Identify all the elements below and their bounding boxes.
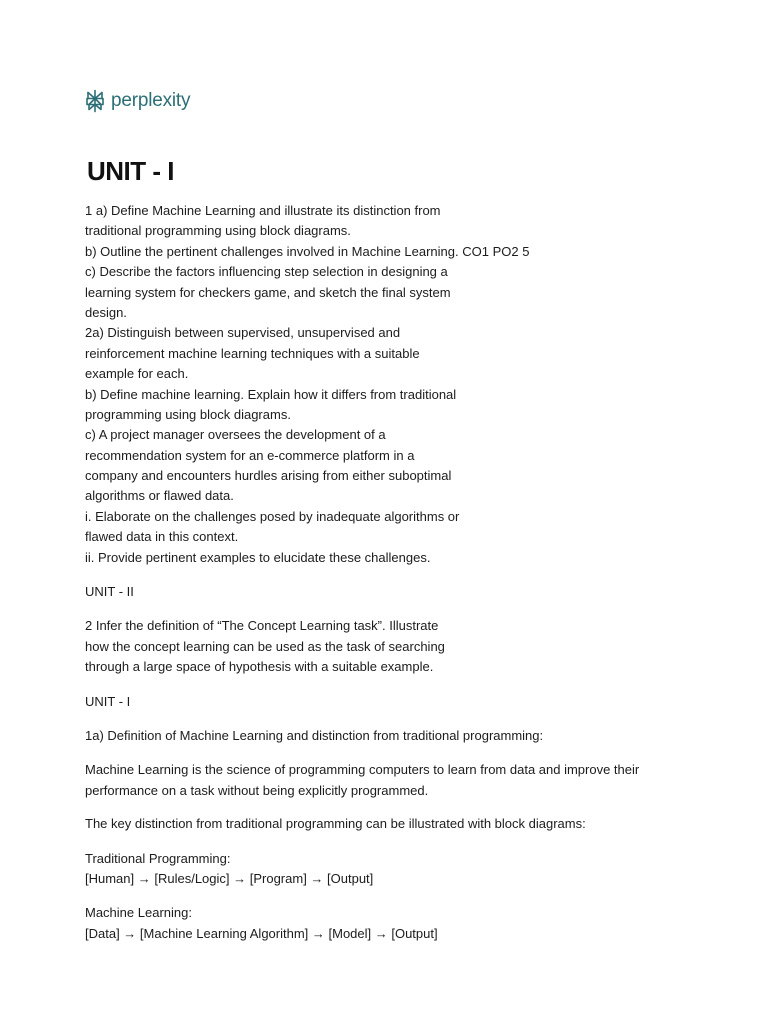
question-line: c) Describe the factors influencing step selection in designing a <box>85 264 448 280</box>
question-line: reinforcement machine learning techniques with a suitable <box>85 345 420 361</box>
perplexity-logo <box>85 89 190 113</box>
question-line: programming using block diagrams. <box>85 406 291 422</box>
definition-line: performance on a task without being explicitly programmed. <box>85 782 429 798</box>
distinction-intro: The key distinction from traditional programming can be illustrated with block diagrams: <box>85 816 586 832</box>
question-line: algorithms or flawed data. <box>85 488 234 504</box>
machine-learning-label: Machine Learning: <box>85 905 192 921</box>
question-line: i. Elaborate on the challenges posed by inadequate algorithms or <box>85 508 460 524</box>
answer-unit-heading: UNIT - I <box>85 693 131 709</box>
question-line: design. <box>85 304 127 320</box>
question-line: b) Define machine learning. Explain how it differs from traditional <box>85 386 457 402</box>
question-line: how the concept learning can be used as the task of searching <box>85 638 445 654</box>
question-line: b) Outline the pertinent challenges involved in Machine Learning. CO1 PO2 5 <box>85 243 530 259</box>
perplexity-wordmark: perplexity <box>111 90 191 111</box>
machine-learning-flow: [Data] → [Machine Learning Algorithm] → [Model] → [Output] <box>85 925 438 941</box>
unit-2-heading: UNIT - II <box>85 584 134 600</box>
traditional-programming-diagram <box>85 849 705 890</box>
perplexity-logo-icon <box>85 89 105 113</box>
definition-line: Machine Learning is the science of programming computers to learn from data and improve their <box>85 762 640 778</box>
question-line: learning system for checkers game, and sketch the final system <box>85 284 451 300</box>
question-line: 2 Infer the definition of “The Concept Learning task”. Illustrate <box>85 618 439 634</box>
machine-learning-diagram <box>85 903 705 944</box>
page-title: UNIT - I <box>87 156 174 186</box>
question-line: flawed data in this context. <box>85 529 239 545</box>
traditional-programming-flow: [Human] → [Rules/Logic] → [Program] → [Output] <box>85 870 374 886</box>
traditional-programming-label: Traditional Programming: <box>85 850 231 866</box>
question-line: 2a) Distinguish between supervised, unsupervised and <box>85 325 401 341</box>
question-line: traditional programming using block diagrams. <box>85 223 351 239</box>
ml-definition <box>85 760 705 801</box>
question-line: through a large space of hypothesis with a suitable example. <box>85 659 434 675</box>
question-line: example for each. <box>85 366 189 382</box>
question-line: recommendation system for an e-commerce platform in a <box>85 447 415 463</box>
unit-2-question <box>85 616 705 677</box>
question-line: 1 a) Define Machine Learning and illustrate its distinction from <box>85 203 441 218</box>
question-line: company and encounters hurdles arising from either suboptimal <box>85 468 452 484</box>
document-body <box>85 201 705 944</box>
question-list <box>85 201 705 568</box>
question-line: ii. Provide pertinent examples to elucidate these challenges. <box>85 549 431 565</box>
answer-1a-heading: 1a) Definition of Machine Learning and distinction from traditional programming: <box>85 727 544 743</box>
question-line: c) A project manager oversees the development of a <box>85 427 386 443</box>
